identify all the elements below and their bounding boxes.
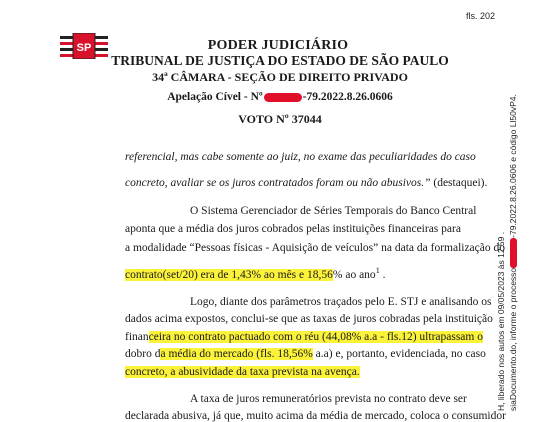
body-line: A taxa de juros remuneratórios prevista no contrato deve ser — [190, 393, 467, 405]
body-line: dados acima expostos, conclui-se que as taxas de juros cobradas pela instituição — [125, 313, 493, 325]
page-number: fls. 202 — [466, 11, 496, 21]
body-line — [125, 366, 360, 378]
appeal-suffix: -79.2022.8.26.0606 — [302, 91, 393, 103]
redaction-mark — [264, 93, 302, 102]
highlighted-text: contrato(set/20) era de 1,43% ao mês e 18,56 — [125, 268, 333, 281]
vote-number: VOTO Nº 37044 — [238, 112, 322, 126]
body-line: referencial, mas cabe somente ao juiz, no exame das peculiaridades do caso — [125, 151, 476, 163]
appeal-prefix: Apelação Cível - Nº — [167, 91, 263, 103]
body-line: financeira no contrato pactuado com o réu (44,08% a.a - fls.12) ultrapassam o — [125, 331, 483, 343]
highlighted-text: concreto, a abusividade da taxa prevista na avença. — [125, 366, 360, 378]
body-line: a modalidade “Pessoas físicas - Aquisição de veículos” na data da formalização do — [125, 242, 505, 254]
svg-text:SP: SP — [76, 42, 92, 54]
appeal-number — [0, 91, 560, 103]
margin-certification — [491, 0, 560, 419]
body-line: aponta que a média dos juros cobrados pelas instituições financeiras para — [125, 223, 461, 235]
margin-text-2: siaDocumento.do, informe o processo-79.2022.8.26.0606 e código Ll50vP4. — [508, 94, 518, 411]
body-line: O Sistema Gerenciador de Séries Temporais do Banco Central — [190, 205, 477, 217]
highlighted-text: ceira no contrato pactuado com o réu (44,08% a.a - fls.12) ultrapassam o — [148, 331, 483, 343]
body-line: declarada abusiva, já que, muito acima da média de mercado, coloca o consumidor — [125, 410, 506, 422]
court-name-title: TRIBUNAL DE JUSTIÇA DO ESTADO DE SÃO PAULO — [111, 53, 449, 68]
body-line: contrato(set/20) era de 1,43% ao mês e 18,56% ao ano$^1$ . — [125, 266, 386, 281]
margin-text-1: H, liberado nos autos em 09/05/2023 às 12:59 . — [496, 231, 506, 411]
body-line: Logo, diante dos parâmetros traçados pelo E. STJ e analisando os — [190, 296, 492, 308]
chamber-title: 34ª CÂMARA - SEÇÃO DE DIREITO PRIVADO — [152, 70, 408, 84]
body-line: dobro da média do mercado (fls. 18,56% a.a) e, portanto, evidenciada, no caso — [125, 348, 486, 360]
highlighted-text: a média do mercado (fls. 18,56% — [160, 348, 313, 360]
redaction-mark — [510, 238, 517, 268]
court-power-title: PODER JUDICIÁRIO — [207, 38, 349, 53]
body-line: concreto, avaliar se os juros contratados foram ou não abusivos.” (destaquei). — [125, 177, 488, 189]
